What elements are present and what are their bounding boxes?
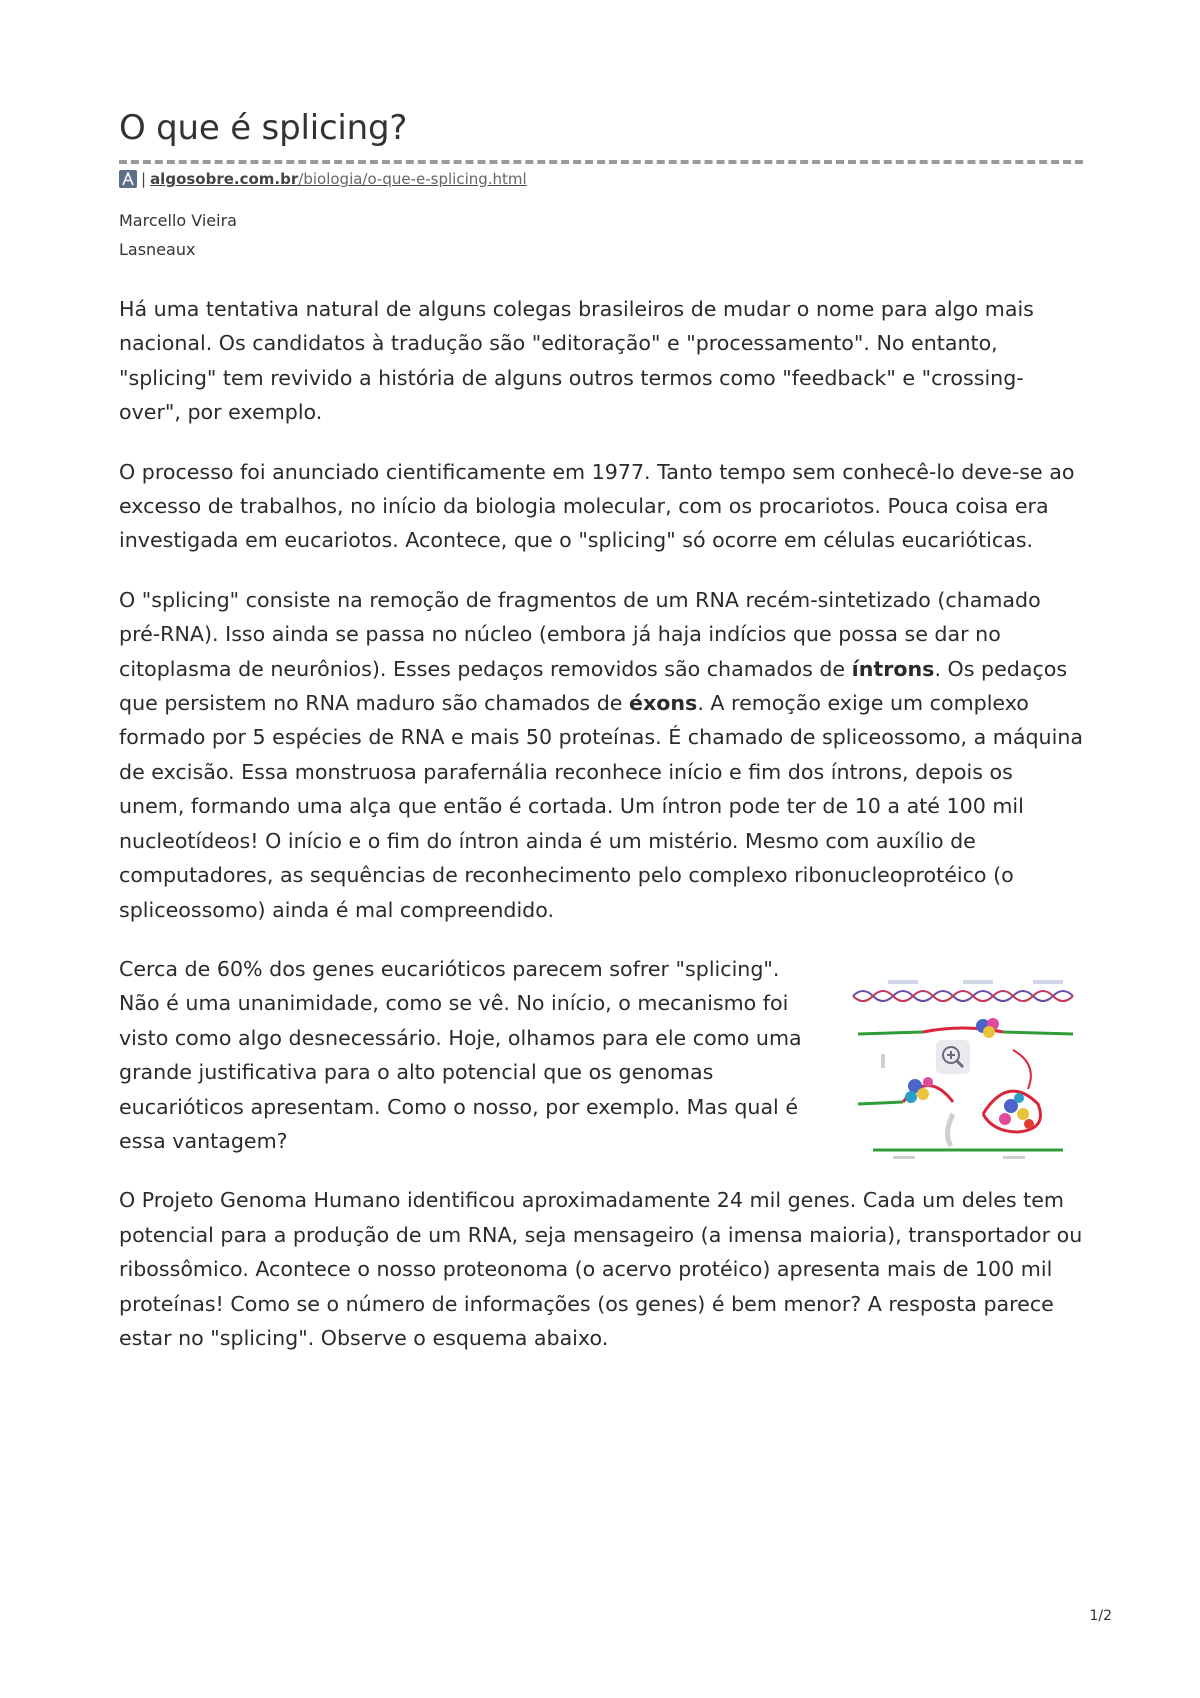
paragraph-2: O processo foi anunciado cientificamente em 1977. Tanto tempo sem conhecê-lo deve-se ao excesso de trabalhos, no início da biologia molecular, com os procariotos. Pouca coisa era investigada em eucariotos. Acontece, que o "splicing" só ocorre em células eucarióticas. xyxy=(119,459,1075,553)
paragraph-1: Há uma tentativa natural de alguns colegas brasileiros de mudar o nome para algo mais nacional. Os candidatos à tradução são "editoração" e "processamento". No entanto, "splicing" tem revivido a história de alguns outros termos como "feedback" e "crossing-over", por exemplo. xyxy=(119,297,1034,425)
article-body xyxy=(119,292,1083,1355)
source-link[interactable] xyxy=(150,170,527,188)
title-divider xyxy=(119,160,1083,164)
article xyxy=(119,108,1083,1380)
source-line xyxy=(119,170,1083,188)
term-introns: íntrons xyxy=(851,656,935,681)
magnifier-plus-icon-bg xyxy=(936,1040,970,1074)
source-domain: algosobre.com.br xyxy=(150,170,299,188)
source-path: /biologia/o-que-e-splicing.html xyxy=(298,170,527,188)
term-exons: éxons xyxy=(629,691,698,716)
author-block xyxy=(119,206,1083,264)
paragraph-3 xyxy=(119,583,1083,927)
source-separator: | xyxy=(141,170,147,188)
splicing-diagram-illustration xyxy=(833,964,1083,1164)
site-logo-icon xyxy=(119,170,137,188)
author-surname: Lasneaux xyxy=(119,240,196,259)
paragraph-5: O Projeto Genoma Humano identificou aproximadamente 24 mil genes. Cada um deles tem potencial para a produção de um RNA, seja mensageiro (a imensa maioria), transportador ou ribossômico. Acontece o nosso proteonoma (o acervo protéico) apresenta mais de 100 mil proteínas! Como se o número de informações (os genes) é bem menor? A resposta parece estar no "splicing". Observe o esquema abaixo. xyxy=(119,1188,1083,1350)
paragraph-3-part-c: . A remoção exige um complexo formado por 5 espécies de RNA e mais 50 proteínas. É chamado de spliceossomo, a máquina de excisão. Essa monstruosa parafernália reconhece início e fim dos íntrons, depois os unem, formando uma alça que então é cortada. Um íntron pode ter de 10 a até 100 mil nucleotídeos! O início e o fim do íntron ainda é um mistério. Mesmo com auxílio de computadores, as sequências de reconhecimento pelo complexo ribonucleoprotéico (o spliceossomo) ainda é mal compreendido. xyxy=(119,691,1083,922)
paragraph-4: Cerca de 60% dos genes eucarióticos parecem sofrer "splicing". Não é uma unanimidade, como se vê. No início, o mecanismo foi visto como algo desnecessário. Hoje, olhamos para ele como uma grande justificativa para o alto potencial que os genomas eucarióticos apresentam. Como o nosso, por exemplo. Mas qual é essa vantagem? xyxy=(119,956,802,1153)
splicing-diagram[interactable] xyxy=(833,964,1083,1164)
page-indicator: 1/2 xyxy=(1089,1608,1112,1624)
author-name: Marcello Vieira xyxy=(119,211,237,230)
paragraph-3-part-a: O "splicing" consiste na remoção de fragmentos de um RNA recém-sintetizado (chamado pré-RNA). Isso ainda se passa no núcleo (embora já haja indícios que possa se dar no citoplasma de neurônios). Esses pedaços removidos são chamados de xyxy=(119,587,1041,681)
paragraph-3-part-b: . Os pedaços que persistem no RNA maduro são chamados de xyxy=(119,656,1068,716)
page-title: O que é splicing? xyxy=(119,108,408,148)
